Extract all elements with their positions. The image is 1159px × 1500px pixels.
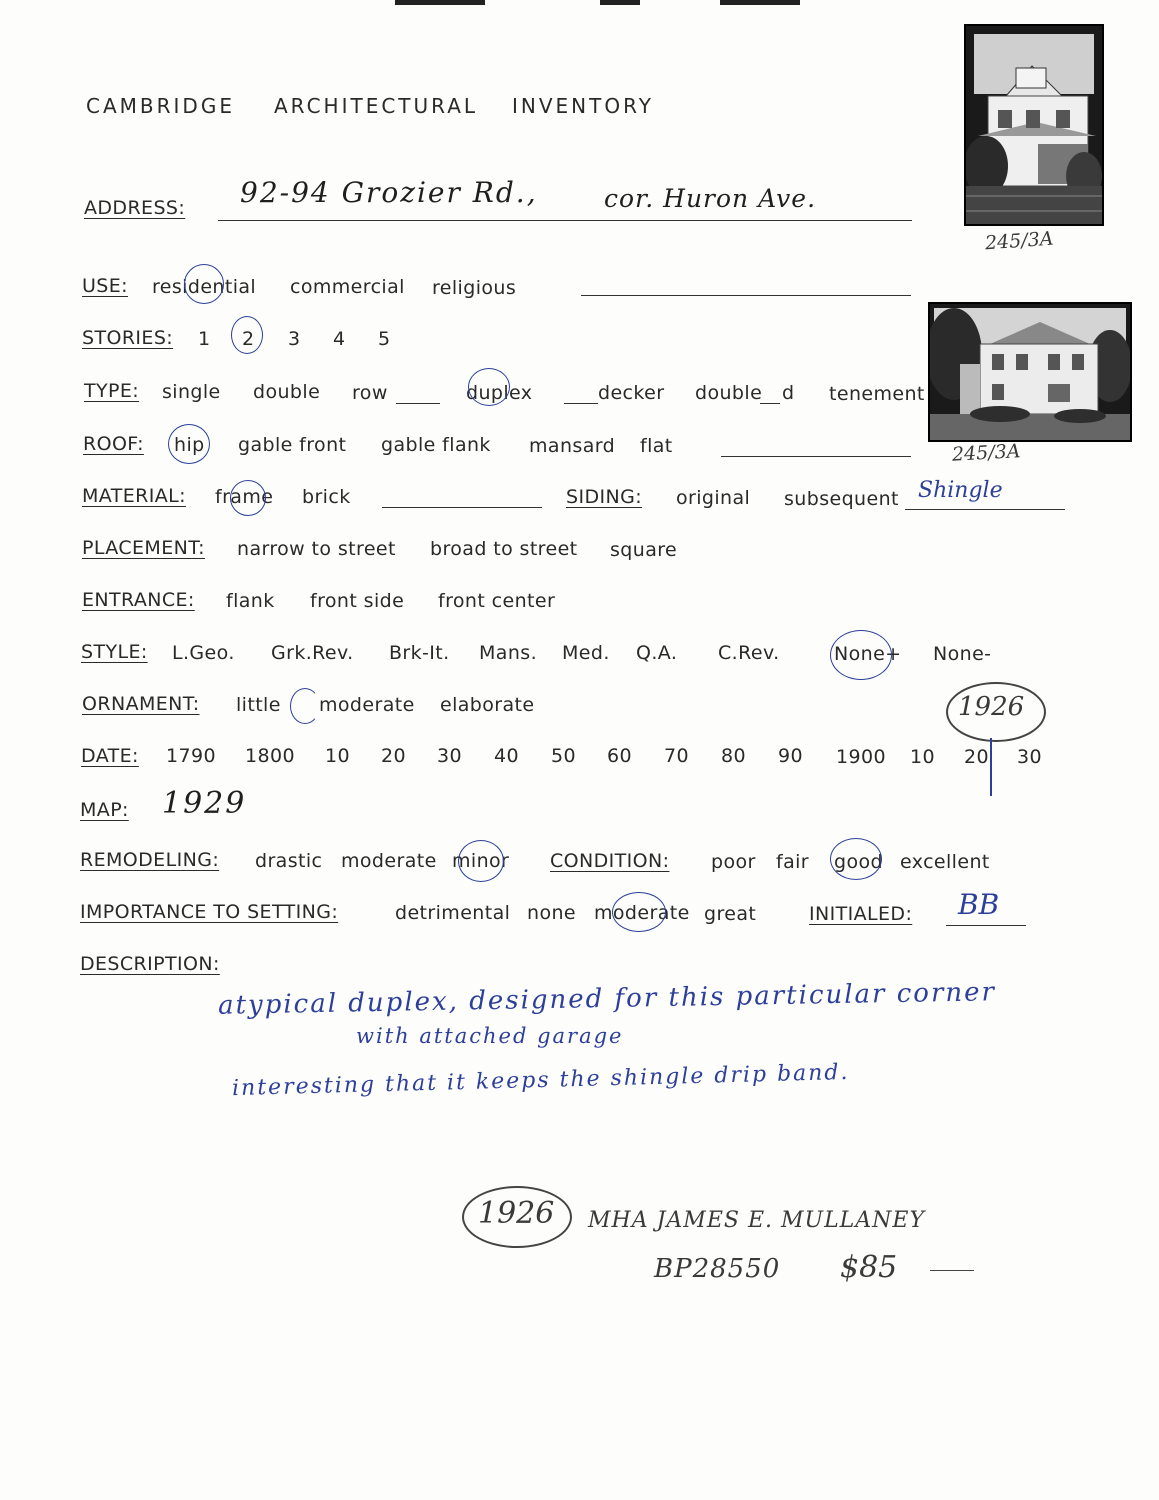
material-label: MATERIAL: (82, 485, 186, 507)
scan-edge-mark (720, 0, 800, 5)
style-option: Mans. (479, 642, 538, 664)
note-year: 1926 (478, 1196, 555, 1231)
siding-option-subsequent: subsequent (784, 488, 899, 510)
date-option: 70 (664, 745, 689, 767)
remodeling-option-drastic: drastic (255, 850, 323, 872)
date-option: 1790 (166, 745, 216, 767)
importance-option-great: great (704, 903, 757, 925)
date-option: 50 (551, 745, 576, 767)
type-option-tenement: tenement (829, 383, 925, 405)
selection-circle (468, 368, 510, 406)
use-option-residential: residential (152, 276, 257, 298)
stories-option-1: 1 (198, 328, 211, 350)
selection-circle (830, 630, 892, 680)
placement-option-square: square (610, 539, 678, 561)
date-label: DATE: (81, 745, 139, 767)
date-option: 30 (437, 745, 462, 767)
entrance-option-front-center: front center (438, 590, 556, 612)
stories-option-5: 5 (378, 328, 391, 350)
house-side-photo (928, 302, 1132, 442)
siding-option-original: original (676, 487, 751, 509)
address-label: ADDRESS: (84, 197, 186, 219)
selection-circle (612, 892, 666, 932)
initialed-value: BB (958, 888, 1000, 921)
importance-option-detrimental: detrimental (395, 902, 511, 924)
entrance-label: ENTRANCE: (82, 589, 195, 611)
remodeling-option-moderate: moderate (341, 850, 437, 872)
condition-label: CONDITION: (550, 850, 670, 872)
selection-circle (230, 480, 266, 516)
type-option-row: row (352, 382, 388, 404)
siding-other-line (905, 509, 1065, 510)
initialed-label: INITIALED: (809, 903, 913, 925)
selection-circle (168, 424, 210, 464)
roof-option-gable-front: gable front (238, 434, 347, 456)
date-value: 1926 (958, 692, 1025, 722)
description-line: with attached garage (356, 1024, 624, 1048)
type-option-single: single (162, 381, 221, 403)
roof-other-line (721, 456, 911, 457)
date-option: 60 (607, 745, 632, 767)
house-front-photo (964, 24, 1104, 226)
type-option-decker: decker (598, 382, 665, 404)
scan-edge-mark (395, 0, 485, 5)
date-option: 10 (910, 746, 935, 768)
importance-option-none: none (527, 902, 576, 924)
form-title-word: ARCHITECTURAL (274, 94, 479, 118)
material-option-brick: brick (302, 486, 351, 508)
note-architect: MHA JAMES E. MULLANEY (588, 1208, 926, 1233)
condition-option-good: good (834, 851, 883, 873)
ornament-label: ORNAMENT: (82, 693, 200, 715)
style-option: Med. (562, 642, 610, 664)
roof-option-gable-flank: gable flank (381, 434, 491, 456)
description-label: DESCRIPTION: (80, 953, 220, 975)
style-option: Q.A. (636, 642, 678, 664)
house-side-photo-image (930, 304, 1130, 440)
date-option: 20 (381, 745, 406, 767)
date-option: 40 (494, 745, 519, 767)
entrance-option-flank: flank (226, 590, 275, 612)
form-title-word: CAMBRIDGE (86, 94, 235, 118)
date-option: 90 (778, 745, 803, 767)
description-line: interesting that it keeps the shingle drip band. (231, 1059, 850, 1102)
roof-option-mansard: mansard (529, 435, 616, 457)
date-option: 1800 (245, 745, 295, 767)
style-option: Grk.Rev. (271, 642, 354, 664)
date-option: 80 (721, 745, 746, 767)
note-dash (930, 1270, 974, 1271)
date-option: 10 (325, 745, 350, 767)
importance-label: IMPORTANCE TO SETTING: (80, 901, 339, 923)
date-pointer-line (990, 738, 992, 796)
condition-option-poor: poor (711, 851, 756, 873)
ornament-option-moderate: moderate (319, 694, 415, 716)
remodeling-label: REMODELING: (80, 849, 220, 871)
address-value: 92-94 Grozier Rd., (240, 176, 538, 209)
selection-circle (830, 838, 882, 880)
condition-option-fair: fair (776, 851, 810, 873)
stories-label: STORIES: (82, 327, 174, 349)
use-option-commercial: commercial (290, 276, 405, 298)
date-option: 20 (964, 746, 989, 768)
siding-label: SIDING: (566, 486, 643, 508)
type-decker-blank (564, 403, 598, 404)
style-option: Brk-It. (389, 642, 450, 664)
type-option-d: d (782, 382, 795, 404)
roof-option-hip: hip (174, 434, 205, 456)
address-line (218, 220, 912, 221)
style-option: L.Geo. (172, 642, 235, 664)
map-label: MAP: (80, 799, 129, 821)
placement-option-narrow: narrow to street (237, 538, 396, 560)
siding-subsequent-value: Shingle (918, 478, 1003, 503)
roof-label: ROOF: (83, 433, 144, 455)
condition-option-excellent: excellent (900, 851, 990, 873)
use-option-religious: religious (432, 277, 517, 299)
material-option-frame: frame (215, 486, 274, 508)
initialed-line (946, 925, 1026, 926)
scan-edge-mark (600, 0, 640, 5)
style-option-none-plus: None+ (834, 643, 902, 665)
note-cost: $85 (840, 1250, 898, 1285)
date-option: 30 (1017, 746, 1042, 768)
selection-circle (290, 688, 320, 724)
address-value-cross-street: cor. Huron Ave. (604, 184, 817, 213)
material-other-line (382, 507, 542, 508)
ornament-option-little: little (236, 694, 281, 716)
note-permit: BP28550 (654, 1254, 781, 1284)
form-title-word: INVENTORY (512, 94, 654, 118)
stories-option-2: 2 (242, 328, 255, 350)
map-value: 1929 (162, 786, 247, 821)
stories-option-3: 3 (288, 328, 301, 350)
selection-circle (231, 316, 263, 354)
placement-label: PLACEMENT: (82, 537, 205, 559)
description-line: atypical duplex, designed for this particular corner (217, 977, 997, 1021)
selection-circle (458, 840, 504, 882)
use-other-line (581, 295, 911, 296)
photo2-caption: 245/3A (951, 440, 1022, 466)
type-double-d-blank (760, 403, 780, 404)
entrance-option-front-side: front side (310, 590, 405, 612)
type-option-double: double (253, 381, 321, 403)
style-option-none-minus: None- (933, 643, 992, 665)
photo1-caption: 245/3A (984, 227, 1055, 255)
type-option-double-d: double (695, 382, 763, 404)
use-label: USE: (82, 275, 128, 297)
style-option: C.Rev. (718, 642, 780, 664)
selection-circle (184, 264, 224, 304)
stories-option-4: 4 (333, 328, 346, 350)
placement-option-broad: broad to street (430, 538, 578, 560)
date-option: 1900 (836, 746, 886, 768)
style-label: STYLE: (81, 641, 148, 663)
remodeling-option-minor: minor (452, 850, 510, 872)
ornament-option-elaborate: elaborate (440, 694, 535, 716)
type-option-duplex: duplex (466, 382, 533, 404)
roof-option-flat: flat (640, 435, 673, 457)
type-label: TYPE: (84, 380, 140, 402)
house-front-photo-image (966, 26, 1102, 224)
type-row-blank (396, 403, 440, 404)
importance-option-moderate: moderate (594, 902, 690, 924)
